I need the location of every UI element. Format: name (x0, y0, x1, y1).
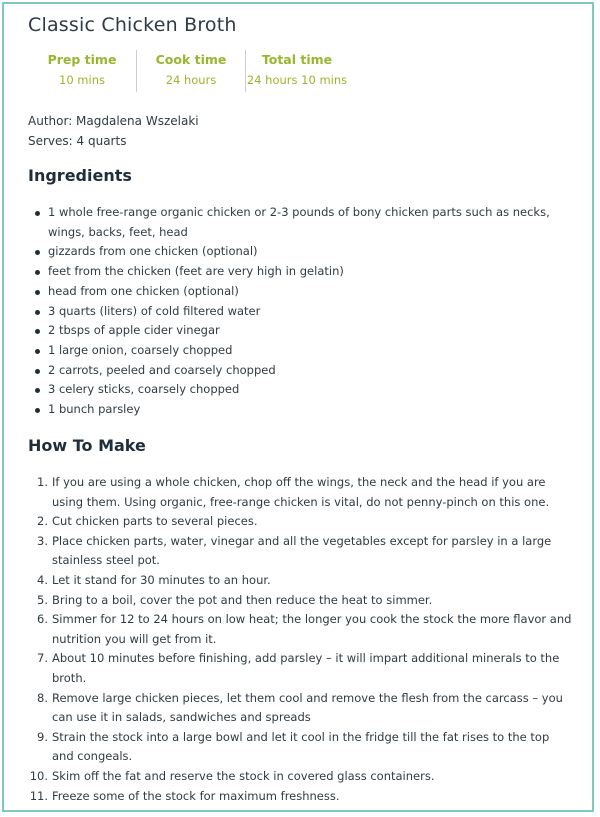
bullet-icon (35, 408, 40, 413)
cook-time-value: 24 hours (165, 73, 217, 87)
ingredient-text: 1 whole free-range organic chicken or 2-3 pounds of bony chicken parts such as necks, wings, backs, feet, head (48, 205, 550, 239)
step-item (28, 571, 574, 591)
ingredient-text: feet from the chicken (feet are very high in gelatin) (48, 264, 344, 279)
recipe-meta (28, 111, 199, 151)
ingredient-text: 1 large onion, coarsely chopped (48, 342, 233, 357)
step-text: Cut chicken parts to several pieces. (52, 514, 258, 529)
ingredient-text: 3 celery sticks, coarsely chopped (48, 382, 240, 397)
total-time-label: Total time (261, 52, 333, 67)
step-text: Let it stand for 30 minutes to an hour. (52, 572, 271, 587)
ingredient-item (34, 380, 574, 400)
recipe-title: Classic Chicken Broth (28, 14, 237, 36)
step-text: Bring to a boil, cover the pot and then reduce the heat to simmer. (52, 592, 433, 607)
step-item (28, 591, 574, 611)
step-item (28, 689, 574, 728)
step-number: 4. (37, 572, 48, 587)
step-number: 2. (37, 514, 48, 529)
ingredient-item (34, 302, 574, 322)
step-item (28, 512, 574, 532)
ingredient-item (34, 203, 574, 242)
step-item (28, 787, 574, 807)
step-number: 11. (29, 788, 48, 803)
step-text: Skim off the fat and reserve the stock in covered glass containers. (52, 768, 435, 783)
step-number: 1. (37, 475, 48, 489)
bullet-icon (35, 310, 40, 315)
ingredient-item (34, 321, 574, 341)
step-text: Strain the stock into a large bowl and let it cool in the fridge till the fat rises to the top and congeals. (52, 729, 550, 764)
bullet-icon (35, 349, 40, 354)
ingredient-text: 1 bunch parsley (48, 402, 141, 417)
recipe-times (28, 50, 348, 92)
step-item (28, 728, 574, 767)
bullet-icon (35, 270, 40, 275)
recipe-serves: Serves: 4 quarts (28, 134, 127, 148)
ingredients-heading: Ingredients (28, 166, 132, 185)
recipe-author: Author: Magdalena Wszelaki (28, 114, 199, 128)
ingredient-item (34, 242, 574, 262)
ingredient-text: 3 quarts (liters) of cold filtered water (48, 303, 261, 318)
prep-time-value: 10 mins (59, 73, 105, 87)
bullet-icon (35, 250, 40, 255)
step-text: Simmer for 12 to 24 hours on low heat; the longer you cook the stock the more flavor and nutrition you will get from it. (52, 612, 572, 646)
step-item (28, 532, 574, 571)
step-text: If you are using a whole chicken, chop off the wings, the neck and the head if you are using them. Using organic, free-range chicken is vital, do not penny-pinch on this one. (52, 475, 550, 509)
ingredient-text: head from one chicken (optional) (48, 283, 239, 298)
how-to-make-heading: How To Make (28, 436, 146, 455)
step-number: 3. (37, 533, 48, 548)
prep-time-label: Prep time (47, 52, 117, 67)
ingredients-list (34, 203, 574, 420)
step-number: 9. (37, 729, 48, 744)
steps-list (28, 473, 574, 806)
step-item (28, 473, 574, 512)
step-number: 5. (37, 592, 48, 607)
step-number: 7. (37, 651, 48, 666)
bullet-icon (35, 290, 40, 295)
step-item (28, 649, 574, 688)
recipe-card (2, 2, 594, 812)
ingredient-item (34, 262, 574, 282)
bullet-icon (35, 329, 40, 334)
bullet-icon (35, 388, 40, 393)
ingredient-item (34, 361, 574, 381)
total-time (246, 50, 348, 92)
step-text: Place chicken parts, water, vinegar and all the vegetables except for parsley in a large stainless steel pot. (52, 533, 552, 568)
step-text: Freeze some of the stock for maximum freshness. (52, 788, 340, 803)
prep-time (28, 50, 137, 92)
step-number: 10. (29, 768, 48, 783)
step-item (28, 610, 574, 649)
step-text: About 10 minutes before finishing, add parsley – it will impart additional minerals to the broth. (52, 651, 560, 685)
ingredient-item (34, 282, 574, 302)
step-number: 8. (37, 690, 48, 705)
ingredient-text: 2 tbsps of apple cider vinegar (48, 323, 220, 338)
bullet-icon (35, 369, 40, 374)
step-text: Remove large chicken pieces, let them cool and remove the flesh from the carcass – you can use it in salads, sandwiches and spreads (52, 690, 563, 725)
ingredient-item (34, 400, 574, 420)
cook-time-label: Cook time (155, 52, 227, 67)
step-number: 6. (37, 612, 48, 627)
total-time-value: 24 hours 10 mins (246, 73, 348, 87)
ingredient-text: 2 carrots, peeled and coarsely chopped (48, 362, 276, 377)
bullet-icon (35, 211, 40, 216)
ingredient-item (34, 341, 574, 361)
ingredient-text: gizzards from one chicken (optional) (48, 244, 258, 259)
step-item (28, 767, 574, 787)
cook-time (137, 50, 246, 92)
